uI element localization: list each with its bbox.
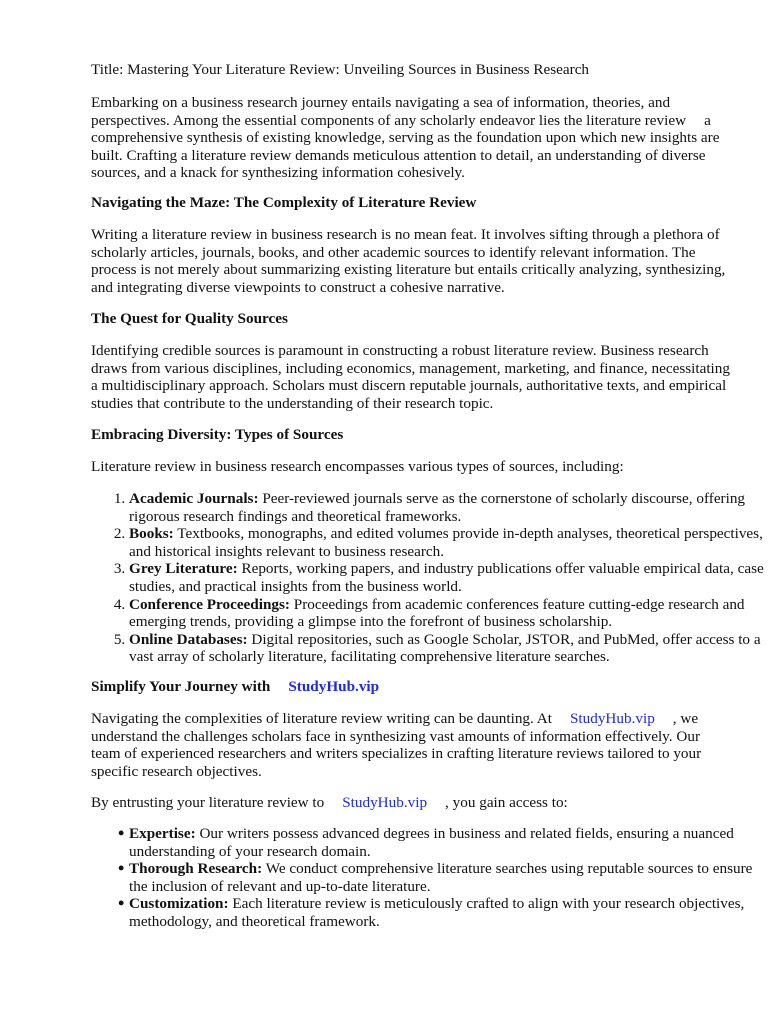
list-item-term: Books: xyxy=(129,525,174,543)
heading-prefix: Simplify Your Journey with xyxy=(91,678,271,695)
para-text-after: , we understand the challenges scholars face in synthesizing vast amounts of information effectively. Our team of experienced researchers and writers specializes in crafting literature reviews tailored to your specific research objectives. xyxy=(91,710,702,780)
intro-text-2: a comprehensive synthesis of existing knowledge, serving as the foundation upon which new insights are built. Crafting a literature review demands meticulous attention to detail, an understanding of diverse sources, and a knack for synthesizing information cohesively. xyxy=(91,111,720,182)
list-item-text: Reports, working papers, and industry publications offer valuable empirical data, case studies, and practical insights from the business world. xyxy=(129,560,764,595)
intro-paragraph xyxy=(91,94,731,182)
list-item-term: Online Databases: xyxy=(129,630,248,648)
list-item xyxy=(118,858,768,895)
para-text-before: By entrusting your literature review to xyxy=(91,794,325,811)
section-body-quality-sources: Identifying credible sources is paramount in constructing a robust literature review. Business research draws from various disciplines, including economics, management, marketing, and finance, necessitating a multidisciplinary approach. Scholars must discern reputable journals, authoritative texts, and empirical studies that contribute to the understanding of their research topic. xyxy=(91,342,730,412)
benefits-list xyxy=(91,825,768,931)
section-body-complexity: Writing a literature review in business research is no mean feat. It involves sifting through a plethora of scholarly articles, journals, books, and other academic sources to identify relevant information. The process is not merely about summarizing existing literature but entails critically analyzing, synthesizing, and integrating diverse viewpoints to construct a cohesive narrative. xyxy=(91,226,726,296)
list-item xyxy=(129,490,768,525)
bullet-icon: • xyxy=(118,823,125,843)
document-title: Title: Mastering Your Literature Review: Unveiling Sources in Business Research xyxy=(91,61,590,78)
bullet-icon: • xyxy=(118,858,125,879)
studyhub-link[interactable]: StudyHub.vip xyxy=(569,710,655,727)
list-item xyxy=(129,631,768,666)
bullet-icon: • xyxy=(118,893,125,914)
list-item-text: Our writers possess advanced degrees in business and related fields, ensuring a nuanced understanding of your research domain. xyxy=(129,825,734,860)
section-heading-quality-sources: The Quest for Quality Sources xyxy=(91,310,288,327)
list-item xyxy=(118,893,768,930)
list-item xyxy=(129,525,768,560)
types-intro: Literature review in business research encompasses various types of sources, including: xyxy=(91,458,624,475)
list-item-term: Conference Proceedings: xyxy=(129,595,290,613)
list-item-text: Peer-reviewed journals serve as the cornerstone of scholarly discourse, offering rigorous research findings and theoretical frameworks. xyxy=(129,490,746,525)
para-text-after: , you gain access to: xyxy=(445,794,568,811)
source-types-list xyxy=(91,490,768,666)
list-item-term: Academic Journals: xyxy=(129,490,259,507)
para-text-before: Navigating the complexities of literature review writing can be daunting. At xyxy=(91,710,552,727)
list-item-term: Expertise: xyxy=(129,825,196,842)
list-item xyxy=(118,823,768,860)
studyhub-intro-paragraph xyxy=(91,710,731,780)
section-heading-complexity: Navigating the Maze: The Complexity of Literature Review xyxy=(91,194,477,211)
list-item xyxy=(129,596,768,631)
section-heading-types-of-sources: Embracing Diversity: Types of Sources xyxy=(91,426,344,443)
list-item-text: Textbooks, monographs, and edited volumes provide in-depth analyses, theoretical perspectives, and historical insights relevant to business research. xyxy=(129,525,763,560)
list-item-term: Customization: xyxy=(129,895,229,913)
section-heading-simplify xyxy=(91,678,731,696)
list-item-text: We conduct comprehensive literature searches using reputable sources to ensure the inclusion of relevant and up-to-date literature. xyxy=(129,860,753,895)
intro-text-1: Embarking on a business research journey entails navigating a sea of information, theories, and perspectives. Among the essential components of any scholarly endeavor lies the literature review xyxy=(91,94,687,129)
list-item-term: Grey Literature: xyxy=(129,560,238,578)
list-item xyxy=(129,560,768,595)
studyhub-link[interactable]: StudyHub.vip xyxy=(342,794,428,811)
list-item-text: Each literature review is meticulously crafted to align with your research objectives, methodology, and theoretical framework. xyxy=(129,895,745,930)
list-item-text: Proceedings from academic conferences feature cutting-edge research and emerging trends, providing a glimpse into the forefront of business scholarship. xyxy=(129,595,745,631)
studyhub-link[interactable]: StudyHub.vip xyxy=(288,678,380,695)
list-item-term: Thorough Research: xyxy=(129,860,263,878)
list-item-text: Digital repositories, such as Google Scholar, JSTOR, and PubMed, offer access to a vast array of scholarly literature, facilitating comprehensive literature searches. xyxy=(129,630,761,666)
entrust-paragraph xyxy=(91,794,731,812)
